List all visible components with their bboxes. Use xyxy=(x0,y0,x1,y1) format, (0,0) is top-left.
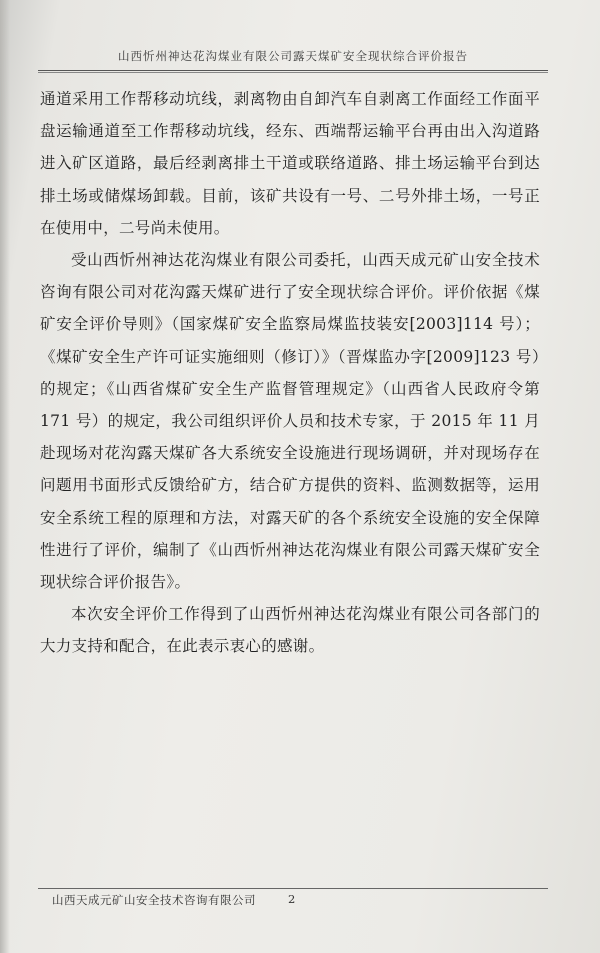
paragraph-transport: 通道采用工作帮移动坑线，剥离物由自卸汽车自剥离工作面经工作面平盘运输通道至工作帮移动坑线，经东、西端帮运输平台再由出入沟道路进入矿区道路，最后经剥离排土干道或联络道路、排土场运输平台到达排土场或储煤场卸载。目前，该矿共设有一号、二号外排土场，一号正在使用中，二号尚未使用。 xyxy=(40,90,540,237)
paragraph-commission: 受山西忻州神达花沟煤业有限公司委托，山西天成元矿山安全技术咨询有限公司对花沟露天煤矿进行了安全现状综合评价。评价依据《煤矿安全评价导则》（国家煤矿安全监察局煤监技装安[2003]114 号）；《煤矿安全生产许可证实施细则（修订）》（晋煤监办字[2009]123 号）的规定；《山西省煤矿安全生产监督管理规定》（山西省人民政府令第 171 号）的规定，我公司组织评价人员和技术专家，于 2015 年 11 月赴现场对花沟露天煤矿各大系统安全设施进行现场调研，并对现场存在问题用书面形式反馈给矿方，结合矿方提供的资料、监测数据等，运用安全系统工程的原理和方法，对露天矿的各个系统安全设施的安全保障性进行了评价，编制了《山西忻州神达花沟煤业有限公司露天煤矿安全现状综合评价报告》。 xyxy=(40,251,540,592)
page-edge-shadow xyxy=(0,0,10,953)
footer-company-name: 山西天成元矿山安全技术咨询有限公司 xyxy=(52,893,256,907)
header-rule-secondary xyxy=(38,72,548,73)
page-number: 2 xyxy=(288,892,296,906)
document-body xyxy=(40,83,540,663)
paragraph-acknowledgement: 本次安全评价工作得到了山西忻州神达花沟煤业有限公司各部门的大力支持和配合，在此表示衷心的感谢。 xyxy=(40,605,540,656)
page-header-title: 山西忻州神达花沟煤业有限公司露天煤矿安全现状综合评价报告 xyxy=(118,49,468,63)
footer-rule xyxy=(38,888,548,889)
header-rule xyxy=(38,70,548,71)
